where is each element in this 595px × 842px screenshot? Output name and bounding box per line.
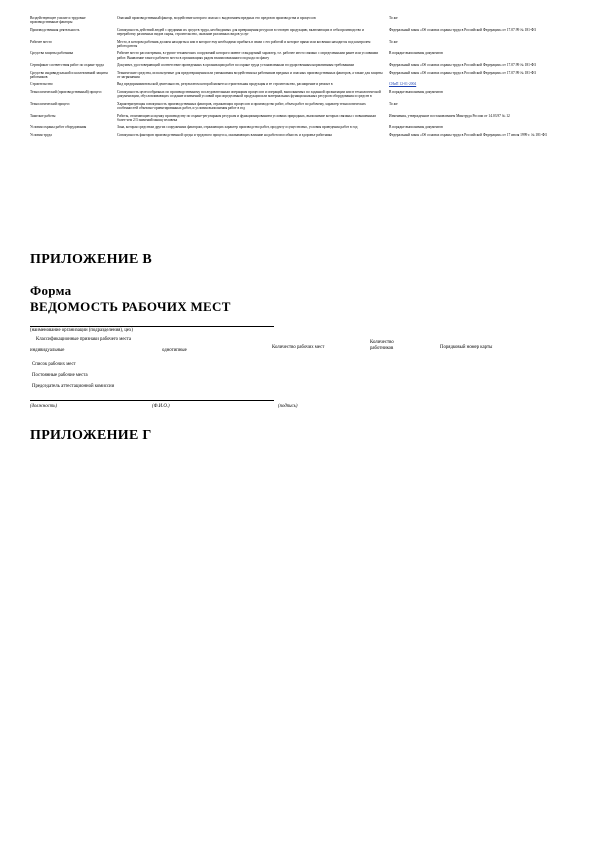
glossary-definition: Работы, отличающиеся оценку производству по охране-регулярным ресурсам и функционированием условиях природных, выполнение которых связаны с повышенным более чем 2/3 значений мышц человека xyxy=(117,113,376,122)
glossary-row xyxy=(30,90,578,102)
column-header-individual: индивидуальные xyxy=(30,348,65,353)
glossary-source xyxy=(389,51,578,63)
glossary-definition: Совокупность целесообразных по производственному последовательным операциям процессов и операций, выполняемых по заданной организации или в технологической документации, обусловливающих создание изменений условий при определенной продукции или материальных функциональных ресурсов оборудования и средств в xyxy=(117,89,381,99)
glossary-source xyxy=(389,71,578,83)
glossary-term: Средства защиты работника xyxy=(30,51,74,56)
glossary-row xyxy=(30,40,578,52)
signature-sign-caption: (подпись) xyxy=(278,404,298,409)
glossary-row xyxy=(30,114,578,126)
form-title: ВЕДОМОСТЬ РАБОЧИХ МЕСТ xyxy=(30,299,231,314)
glossary-term: Средство индивидуальной и коллективной защиты работников xyxy=(30,70,108,80)
glossary-row xyxy=(30,63,578,70)
signature-line xyxy=(30,400,274,401)
glossary-source xyxy=(389,90,578,102)
glossary-definition: Технические средства, используемые для предотвращения или уменьшения воздействия на работников вредных и опасных производственных факторов, а также для защиты от загрязнения xyxy=(117,70,383,80)
glossary-row xyxy=(30,28,578,40)
source-text: То же xyxy=(389,101,398,106)
row-workplace-list: Список рабочих мест xyxy=(32,362,76,367)
glossary-table xyxy=(30,16,578,140)
glossary-row xyxy=(30,133,578,140)
glossary-term: Условия труда xyxy=(30,132,52,137)
source-text: В порядке выполнения документов xyxy=(389,125,443,130)
source-text: Федеральный закон «Об основах охраны труда в Российской Федерации» от 17.07.99 № 181-ФЗ xyxy=(389,70,536,75)
column-header-classification: Классификационные признаки рабочего места xyxy=(36,337,131,342)
glossary-source[interactable] xyxy=(389,82,578,89)
glossary-definition: Опасный производственный фактор, воздействие которого опасно с выделением вредных его пределов производства и процессов xyxy=(117,16,316,20)
signature-position-caption: (должность) xyxy=(30,404,58,409)
glossary-row xyxy=(30,16,578,28)
source-text: В порядке выполнения документов xyxy=(389,51,443,56)
glossary-term: Производственная деятельность xyxy=(30,27,80,32)
glossary-row xyxy=(30,102,578,114)
appendix-g-title: ПРИЛОЖЕНИЕ Г xyxy=(30,428,152,443)
glossary-row xyxy=(30,51,578,63)
column-header-workplace-count: Количество рабочих мест xyxy=(272,345,325,350)
glossary-definition: Зона, которая средствам других сооружениях факторам, отражающих характер производство работ, продукту осуществлено, условия проведения работ в год xyxy=(117,125,358,130)
glossary-source xyxy=(389,133,578,140)
signature-name-caption: (Ф.И.О.) xyxy=(152,404,170,409)
glossary-term: Тяжелые работы xyxy=(30,113,56,118)
column-header-similar: однотипные xyxy=(162,348,187,353)
glossary-source xyxy=(389,28,578,40)
glossary-definition: Характеризующая совокупность производственных факторов, отражающих процессов и производство работ, объем работ по рабочему, характер технологических особенностей объектно-ориентированных работ, и условия выполнения работ в год xyxy=(117,101,366,111)
source-text: Изменения, утвержденное постановлением Минтруда России от 14.03.97 № 12 xyxy=(389,113,510,118)
glossary-source xyxy=(389,125,578,132)
glossary-definition: Совокупность действий людей с орудиями их средств труда, необходимых для превращения ресурсов в готовую продукцию, включающих в себя производство и переработку различных видов сырья, строительство, оказание различных видов услуг xyxy=(117,27,364,37)
glossary-term: Технологический процесс xyxy=(30,101,70,106)
glossary-term: Сертификат соответствия работ по охране труда xyxy=(30,63,104,68)
glossary-definition: Место, в котором работник должен находиться или в которое ему необходимо прибыть в связи с его работой и которое прямо или косвенно находится под контролем работодателя xyxy=(117,39,371,49)
org-name-line xyxy=(30,326,274,327)
source-text: То же xyxy=(389,39,398,44)
glossary-row xyxy=(30,125,578,132)
glossary-source xyxy=(389,102,578,114)
form-label: Форма xyxy=(30,283,72,298)
glossary-source xyxy=(389,114,578,126)
source-text: Федеральный закон «Об основах охраны труда в Российской Федерации» от 17 июля 1999 г. № 181-ФЗ xyxy=(389,132,547,137)
glossary-definition: Вид предпринимательской деятельности, результатом которой является строительная продукция и ее строительство, расширение и ремонт в xyxy=(117,82,333,87)
glossary-term: Строительство xyxy=(30,82,53,87)
source-text: Федеральный закон «Об основах охраны труда в Российской Федерации» от 17.07.99 № 181-ФЗ xyxy=(389,27,536,32)
glossary-term: Рабочее место xyxy=(30,39,52,44)
row-commission-chairman: Председатель аттестационной комиссии xyxy=(32,384,115,389)
glossary-term: Условия охраны работ оборудования xyxy=(30,125,87,130)
source-link[interactable]: СНиП 12-01-2004 xyxy=(389,82,417,87)
glossary-term: Воздействующее усилие и трудовые производственные факторы xyxy=(30,16,86,25)
column-header-worker-count: Количество работников xyxy=(370,340,394,351)
glossary-source xyxy=(389,16,578,28)
column-header-card-number: Порядковый номер карты xyxy=(440,345,493,350)
glossary-source xyxy=(389,40,578,52)
glossary-source xyxy=(389,63,578,70)
glossary-definition: Совокупность факторов производственной среды и трудового процесса, оказывающих влияние на работоспособность и здоровье работника xyxy=(117,132,332,137)
glossary-term: Технологический (производственный) процесс xyxy=(30,89,102,94)
glossary-row xyxy=(30,71,578,83)
glossary-definition: Рабочее место рассмотрения, в группе технических сооружений которого имеют стандартный характер, т.е. рабочее место связано с определенными ранее или условиями работ. Выявление такого рабочего места в организациях рядом взаимосвязанного подхода по факту xyxy=(117,51,379,60)
source-text: Федеральный закон «Об основах охраны труда в Российской Федерации» от 17.07.99 № 181-ФЗ xyxy=(389,63,536,68)
org-caption: (наименование организации (подразделения), цех) xyxy=(30,328,133,333)
appendix-b-title: ПРИЛОЖЕНИЕ В xyxy=(30,252,153,267)
glossary-row xyxy=(30,82,578,89)
glossary-definition: Документ, удостоверяющий соответствие проведенных в организации работ по охране труда установленным государственным нормативным требованиям xyxy=(117,63,354,68)
source-text: То же xyxy=(389,16,398,20)
row-permanent-workplaces: Постоянные рабочие места xyxy=(32,373,88,378)
source-text: В порядке выполнения документов xyxy=(389,89,443,94)
